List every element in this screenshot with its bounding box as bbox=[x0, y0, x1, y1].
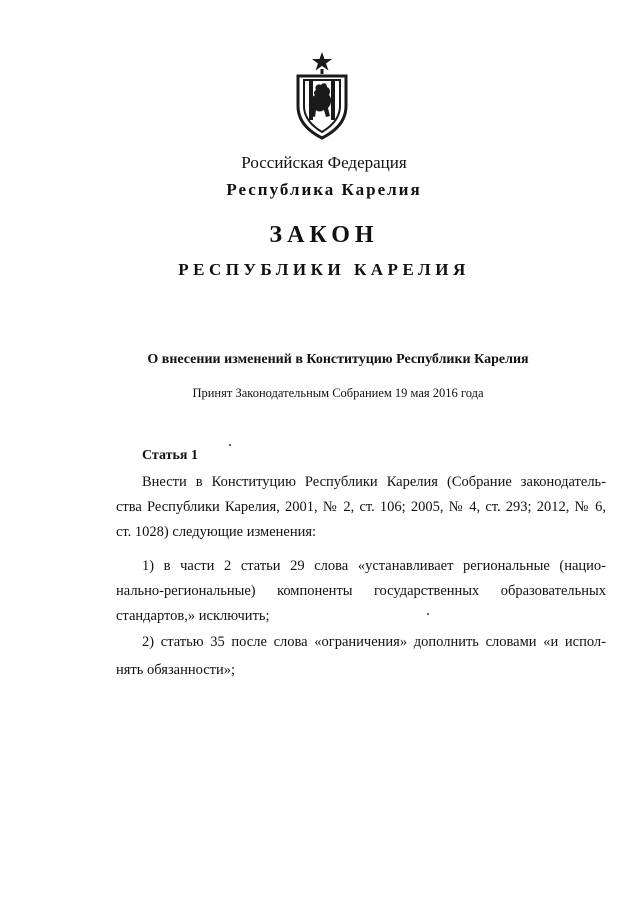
law-title: ЗАКОН bbox=[269, 222, 379, 248]
country-name: Российская Федерация bbox=[241, 153, 407, 172]
law-subtitle: РЕСПУБЛИКИ КАРЕЛИЯ bbox=[178, 260, 470, 279]
list-item-line: нять обязанности»; bbox=[116, 662, 236, 678]
scan-speck bbox=[427, 613, 429, 615]
paragraph-line: Внести в Конституцию Республики Карелия (Собрание законодатель- bbox=[142, 474, 606, 490]
article-heading: Статья 1 bbox=[142, 448, 198, 463]
paragraph-line: ст. 1028) следующие изменения: bbox=[116, 524, 317, 540]
list-item-line: стандартов,» исключить; bbox=[116, 608, 270, 624]
document-title: О внесении изменений в Конституцию Республики Карелия bbox=[147, 352, 529, 367]
karelia-coat-of-arms-icon bbox=[290, 50, 354, 142]
list-item-line: 1) в части 2 статьи 29 слова «устанавливает региональные (нацио- bbox=[142, 558, 606, 574]
adoption-note: Принят Законодательным Собранием 19 мая 2016 года bbox=[192, 386, 484, 400]
paragraph-line: ства Республики Карелия, 2001, № 2, ст. 106; 2005, № 4, ст. 293; 2012, № 6, bbox=[116, 499, 606, 515]
list-item-line: нально-региональные) компоненты государственных образовательных bbox=[116, 583, 606, 599]
scan-speck bbox=[229, 444, 231, 446]
list-item-line: 2) статью 35 после слова «ограничения» дополнить словами «и испол- bbox=[142, 634, 606, 650]
republic-name: Республика Карелия bbox=[226, 180, 422, 199]
